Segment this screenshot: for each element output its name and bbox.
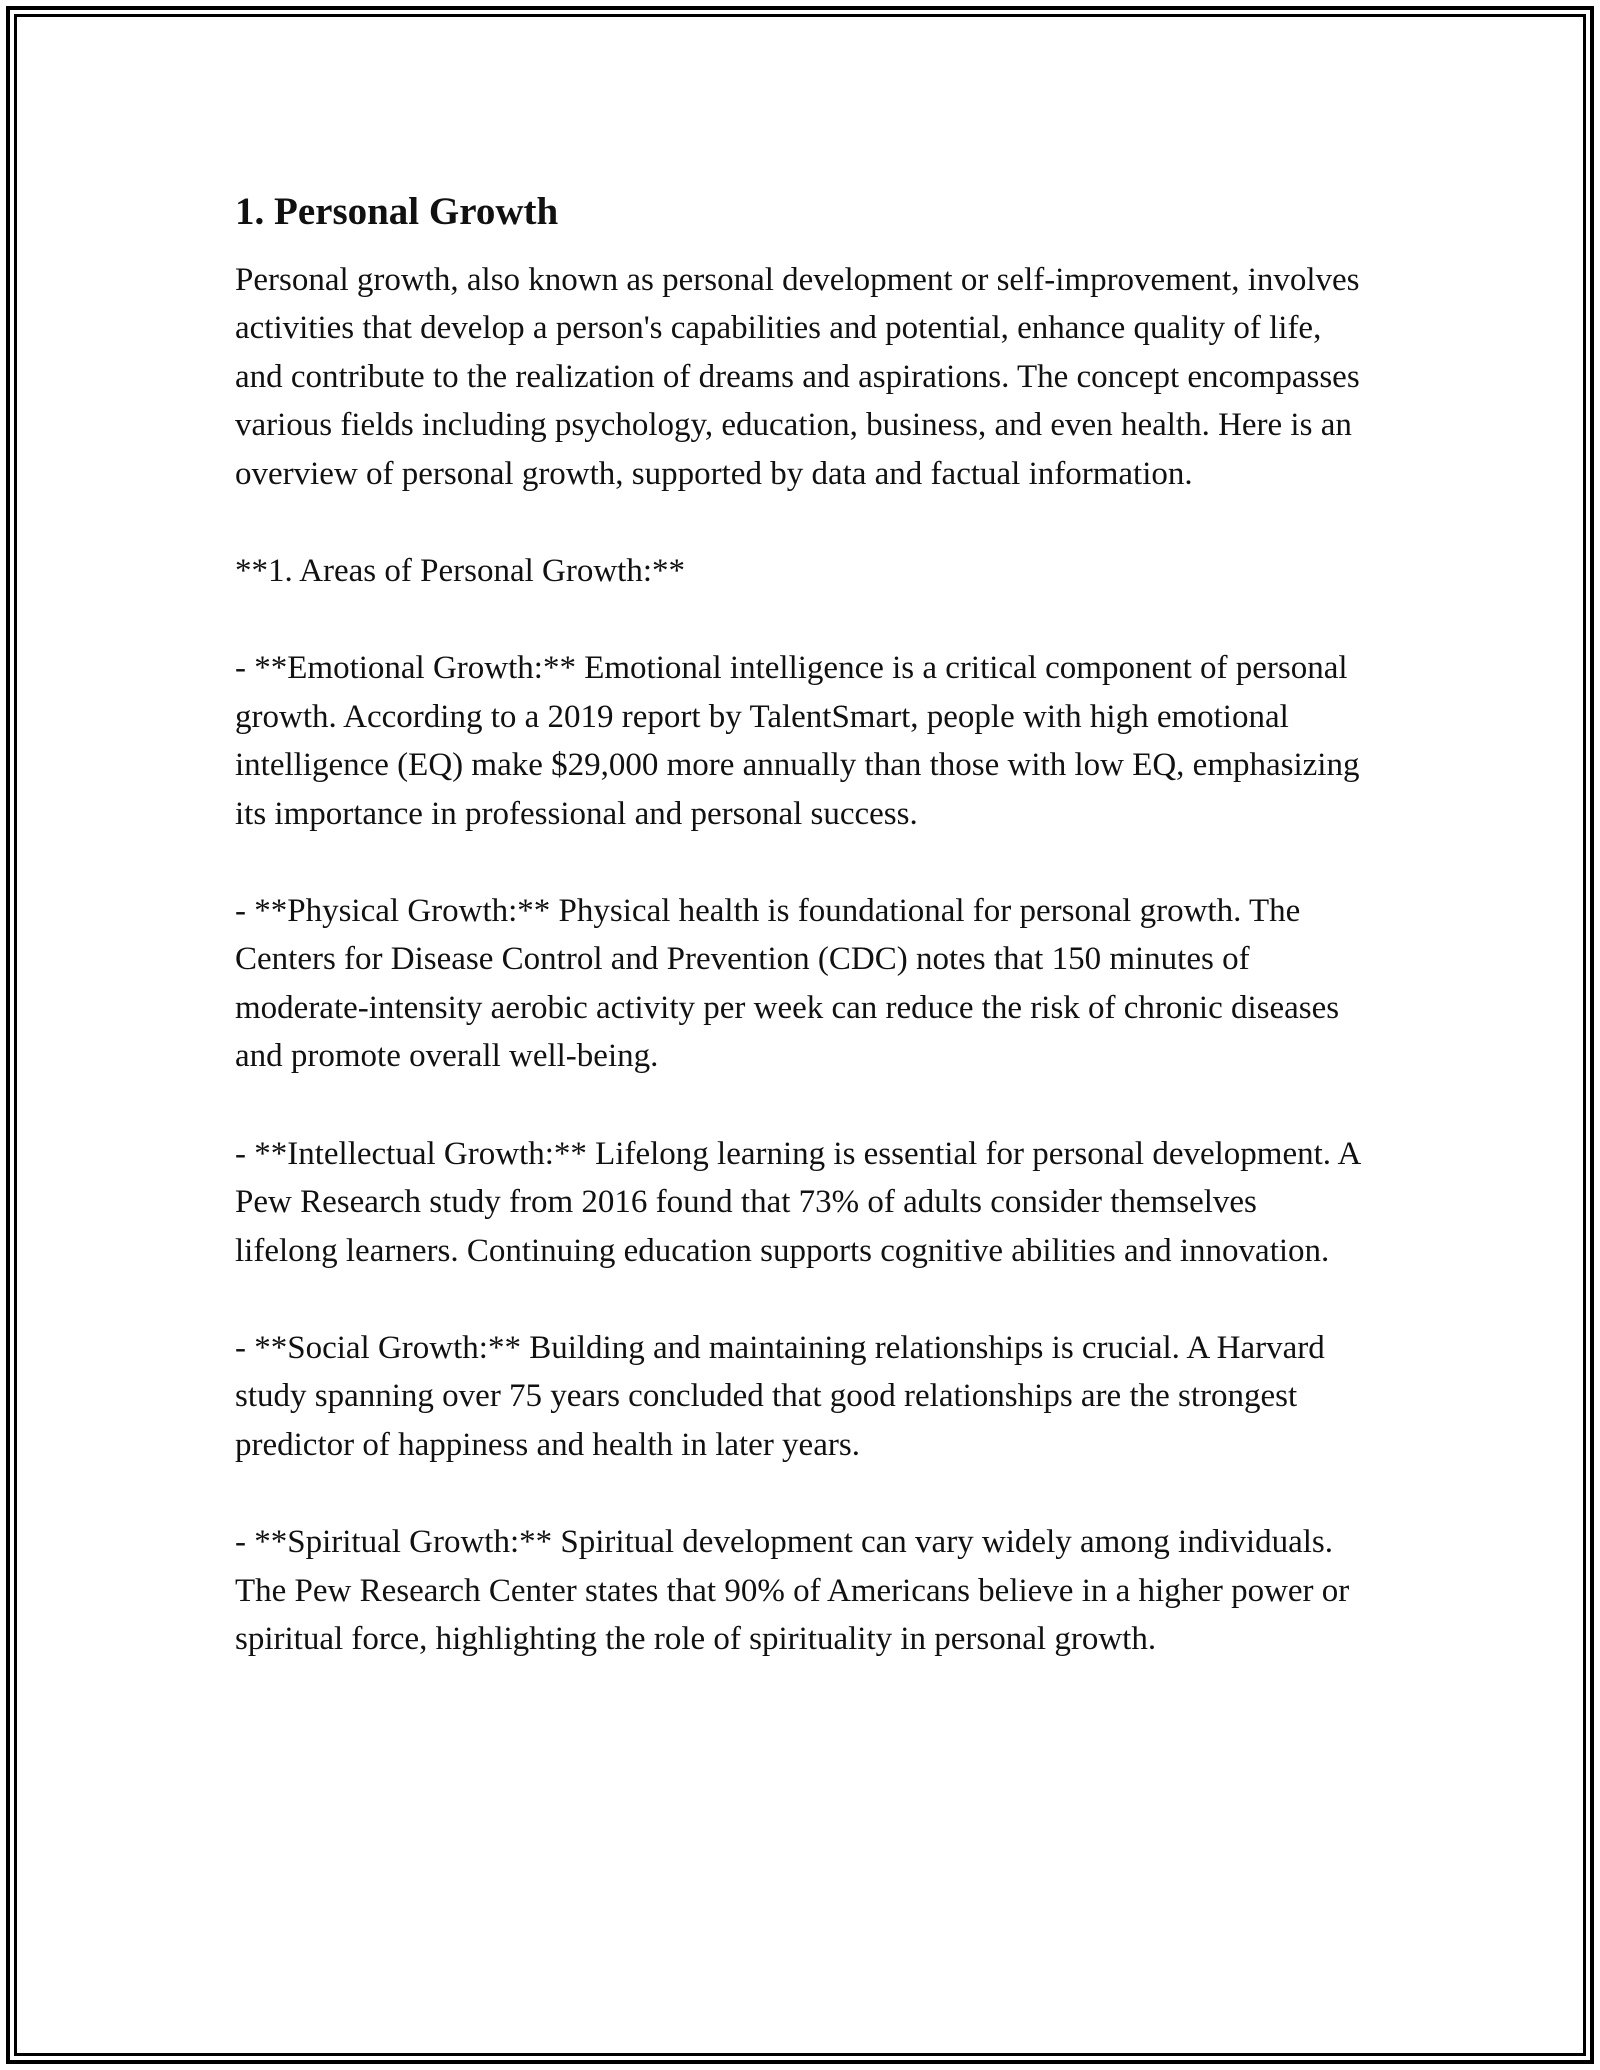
emotional-growth-paragraph: - **Emotional Growth:** Emotional intelligence is a critical component of personal growth. According to a 2019 report by TalentSmart, people with high emotional intelligence (EQ) make $29,000 more annually than those with low EQ, emphasizing its importance in professional and personal success.: [235, 650, 1360, 832]
section-heading: 1. Personal Growth: [235, 190, 559, 233]
subsection-title: **1. Areas of Personal Growth:**: [235, 553, 686, 590]
physical-growth-paragraph: - **Physical Growth:** Physical health is foundational for personal growth. The Centers for Disease Control and Prevention (CDC) notes that 150 minutes of moderate-intensity aerobic activity per week can reduce the risk of chronic diseases and promote overall well-being.: [235, 893, 1340, 1075]
intellectual-growth-paragraph: - **Intellectual Growth:** Lifelong learning is essential for personal development. A Pew Research study from 2016 found that 73% of adults consider themselves lifelong learners. Continuing education supports cognitive abilities and innovation.: [235, 1135, 1360, 1269]
spiritual-growth-paragraph: - **Spiritual Growth:** Spiritual development can vary widely among individuals. The Pew Research Center states that 90% of Americans believe in a higher power or spiritual force, highlighting the role of spirituality in personal growth.: [235, 1524, 1350, 1657]
document-body: [235, 186, 1365, 1712]
intro-paragraph: Personal growth, also known as personal development or self-improvement, involves activities that develop a person's capabilities and potential, enhance quality of life, and contribute to the realization of dreams and aspirations. The concept encompasses various fields including psychology, education, business, and even health. Here is an overview of personal growth, supported by data and factual information.: [235, 262, 1360, 492]
social-growth-paragraph: - **Social Growth:** Building and maintaining relationships is crucial. A Harvard study spanning over 75 years concluded that good relationships are the strongest predictor of happiness and health in later years.: [235, 1329, 1325, 1463]
